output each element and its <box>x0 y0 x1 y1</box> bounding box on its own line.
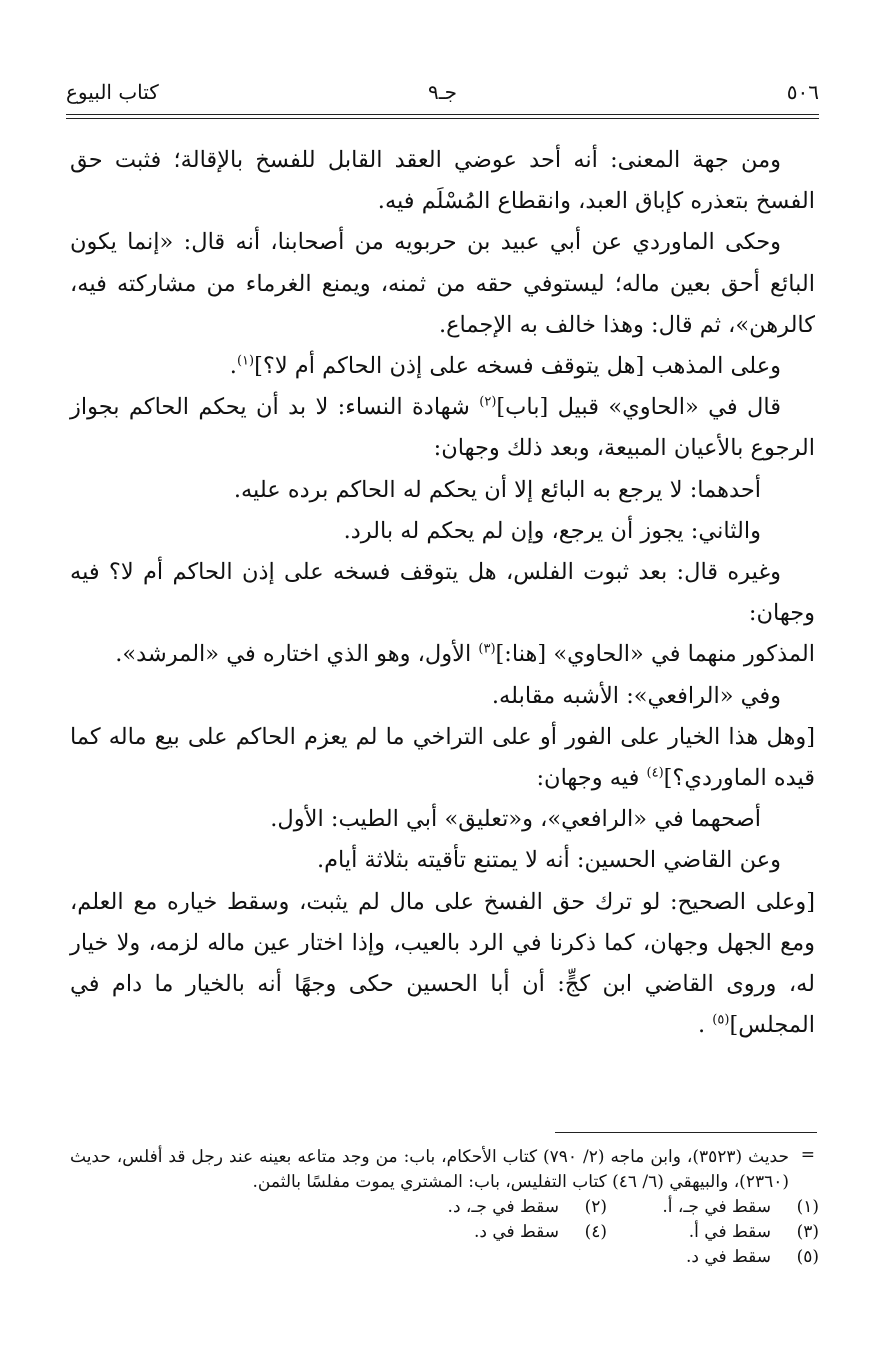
paragraph-text: وعلى المذهب [هل يتوقف فسخه على إذن الحاكم أم لا؟] <box>254 353 781 380</box>
footnote-item <box>395 1220 607 1245</box>
footnotes <box>70 1145 819 1270</box>
footnote-rule <box>555 1132 817 1133</box>
paragraph <box>70 634 815 675</box>
paragraph: أصحهما في «الرافعي»، و«تعليق» أبي الطيب: الأول. <box>270 806 761 833</box>
footnote-item <box>607 1245 819 1270</box>
paragraph-text: شهادة النساء: لا بد أن يحكم الحاكم بجواز الرجوع بالأعيان المبيعة، وبعد ذلك وجهان: <box>70 394 815 462</box>
paragraph-text: [وعلى الصحيح: لو ترك حق الفسخ على مال لم يثبت، وسقط خياره مع العلم، ومع الجهل وجهان، كما ذكرنا في الرد بالعيب، وإذا اختار عين ماله لزمه، ولا خيار له، وروى القاضي ابن كجٍّ: أن أبا الحسين حكى وجهًا أنه بالخيار ما دام في المجلس] <box>70 888 815 1039</box>
paragraph-text: المذكور منهما في «الحاوي» [هنا:] <box>495 641 815 668</box>
footnote-text: سقط في أ. <box>688 1222 771 1242</box>
footnote-row <box>70 1245 819 1270</box>
footnote-ref: (٤) <box>646 765 664 781</box>
paragraph-text: . <box>229 353 237 380</box>
book-title: كتاب البيوع <box>66 80 159 104</box>
paragraph: والثاني: يجوز أن يرجع، وإن لم يحكم له بالرد. <box>343 517 761 544</box>
paragraph <box>70 387 815 469</box>
paragraph: ومن جهة المعنى: أنه أحد عوضي العقد القابل للفسخ بالإقالة؛ فثبت حق الفسخ بتعذره كإباق العبد، وانقطاع المُسْلَم فيه. <box>70 147 815 215</box>
footnote-row <box>70 1195 819 1220</box>
page-header <box>66 76 819 112</box>
paragraph <box>70 882 815 1047</box>
footnote-text: سقط في جـ، أ. <box>662 1197 771 1217</box>
continuation-mark: = <box>800 1145 815 1165</box>
paragraph-text: فيه وجهان: <box>536 765 647 792</box>
volume-label: جـ٩ <box>428 80 457 104</box>
footnote-text: سقط في د. <box>473 1222 559 1242</box>
paragraph: وحكى الماوردي عن أبي عبيد بن حربويه من أصحابنا، أنه قال: «إنما يكون البائع أحق بعين ماله؛ ليستوفي حقه من ثمنه، ويمنع الغرماء من مشاركته فيه، كالرهن»، ثم قال: وهذا خالف به الإجماع. <box>70 229 815 338</box>
paragraph <box>70 346 815 387</box>
footnote-item <box>395 1195 607 1220</box>
footnote-ref: (٣) <box>478 641 496 657</box>
paragraph: أحدهما: لا يرجع به البائع إلا أن يحكم له الحاكم برده عليه. <box>233 476 761 503</box>
paragraph-text: الأول، وهو الذي اختاره في «المرشد». <box>115 641 479 668</box>
footnote-number: (٢) <box>584 1197 607 1217</box>
footnote-ref: (١) <box>236 353 255 369</box>
footnote-text: سقط في جـ، د. <box>447 1197 559 1217</box>
paragraph-text: . <box>697 1012 713 1039</box>
paragraph: وعن القاضي الحسين: أنه لا يمتنع تأقيته بثلاثة أيام. <box>316 847 781 874</box>
header-rule <box>66 114 819 115</box>
page-number: ٥٠٦ <box>786 80 819 104</box>
footnote-ref: (٢) <box>479 394 497 410</box>
footnote-continuation <box>70 1145 819 1195</box>
footnote-number: (٥) <box>796 1247 819 1267</box>
footnote-number: (١) <box>796 1197 819 1217</box>
footnote-item <box>607 1195 819 1220</box>
paragraph: وغيره قال: بعد ثبوت الفلس، هل يتوقف فسخه على إذن الحاكم أم لا؟ فيه وجهان: <box>70 559 815 627</box>
footnote-number: (٣) <box>796 1222 819 1242</box>
footnote-text: حديث (٣٥٢٣)، وابن ماجه (٢/ ٧٩٠) كتاب الأحكام، باب: من وجد متاعه بعينه عند رجل قد أفلس، حديث (٢٣٦٠)، والبيهقي (٦/ ٤٦) كتاب التفليس، باب: المشتري يموت مفلسًا بالثمن. <box>70 1147 789 1192</box>
footnote-text: سقط في د. <box>685 1247 771 1267</box>
main-text <box>70 140 815 1046</box>
paragraph-text: [وهل هذا الخيار على الفور أو على التراخي ما لم يعزم الحاكم على بيع ماله كما قيده الماوردي؟] <box>70 723 815 792</box>
paragraph <box>70 717 815 799</box>
paragraph-text: قال في «الحاوي» قبيل [باب] <box>496 394 781 421</box>
footnote-number: (٤) <box>584 1222 607 1242</box>
header-rule-thin <box>66 118 819 119</box>
footnote-ref: (٥) <box>712 1012 730 1028</box>
paragraph: وفي «الرافعي»: الأشبه مقابله. <box>491 682 781 709</box>
footnote-row <box>70 1220 819 1245</box>
footnote-item <box>607 1220 819 1245</box>
